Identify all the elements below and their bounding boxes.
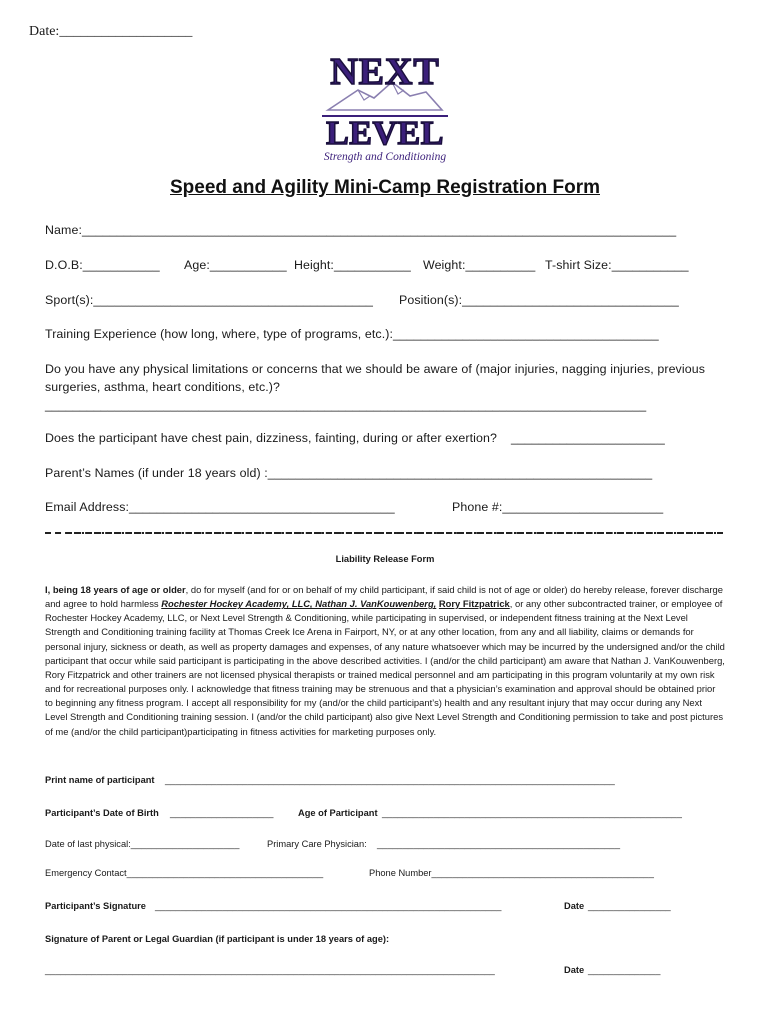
age-field[interactable]: Age:___________ — [184, 258, 287, 272]
participant-date-field[interactable]: ________________ — [588, 901, 671, 911]
participant-date-label: Date — [564, 901, 585, 911]
print-name-field[interactable]: _______________________________________________________________________________________ — [165, 775, 615, 785]
liability-heading: Liability Release Form — [335, 554, 435, 564]
logo-tagline: Strength and Conditioning — [323, 151, 447, 163]
logo-word-next: NEXT — [330, 52, 440, 93]
primary-care-field[interactable]: _______________________________________________ — [377, 839, 621, 849]
date-field[interactable]: Date:___________________ — [29, 24, 193, 39]
liability-person: Rory Fitzpatrick — [438, 598, 510, 610]
liability-text-3: , or any other subcontracted trainer, or employee of Rochester Hockey Academy, LLC, or Next Level Strength & Conditioning, while participating in supervised, or independent fitness training at the Next Level Strength and Conditioning training facility at Thomas Creek Ice Arena in Fairport, NY, or at any other location, from any and all liability, claims or demands for personal injury, sickness or death, as well as property damages and expenses, of any nature whatsoever which may be incurred by the undersigned and/or the child participant that occur while said participant is participating in the above described activities. I (and/or the child participant) am aware that Nathan J. VanKouwenberg, Rory Fitzpatrick and other trainers are not licensed physical therapists or trained medical personnel and am participating in this program voluntarily at my own risk and for recreational purposes only. I acknowledge that fitness training may be strenuous and that a physician’s examination and approval should be obtained prior to beginning any fitness program. I accept all responsibility for my (and/or the child participant’s) health and any resultant injury that may occur during any Next Level Strength and Conditioning training session. I (and/or the child participant) also give Next Level Strength and Conditioning permission to take and post pictures of me (and/or the child participant)participating in fitness activities for marketing purposes only. — [45, 598, 725, 737]
cut-line-dots — [66, 532, 716, 534]
height-field[interactable]: Height:___________ — [294, 258, 411, 272]
name-field[interactable]: Name:_____________________________________________________________________________________ — [45, 223, 677, 237]
participant-dob-label: Participant’s Date of Birth — [45, 808, 159, 818]
position-field[interactable]: Position(s):_______________________________ — [399, 293, 679, 307]
limitations-field[interactable]: ______________________________________________________________________________________ — [45, 398, 647, 412]
liability-text-1: , do for myself (and for or on behalf of my child participant, if said child is not of age or older) do hereby release, forever discharge and agree to hold harmless — [45, 584, 723, 610]
parents-names-field[interactable]: Parent’s Names (if under 18 years old) :_______________________________________________________ — [45, 466, 653, 480]
primary-care-label: Primary Care Physician: — [267, 839, 367, 849]
liability-paragraph — [45, 583, 725, 739]
email-field[interactable]: Email Address:______________________________________ — [45, 500, 395, 514]
tshirt-field[interactable]: T-shirt Size:___________ — [545, 258, 689, 272]
guardian-signature-label: Signature of Parent or Legal Guardian (if participant is under 18 years of age): — [45, 934, 390, 944]
phone-field[interactable]: Phone #:_______________________ — [452, 500, 664, 514]
liability-organization: Rochester Hockey Academy, LLC, Nathan J. VanKouwenberg, — [161, 598, 437, 610]
logo-word-level: LEVEL — [326, 115, 444, 152]
age-of-participant-field[interactable]: __________________________________________________________ — [382, 808, 682, 818]
sports-field[interactable]: Sport(s):________________________________________ — [45, 293, 374, 307]
limitations-question-line1: Do you have any physical limitations or concerns that we should be aware of (major injuries, nagging injuries, previous — [45, 362, 705, 376]
print-name-label: Print name of participant — [45, 775, 155, 785]
chest-pain-field[interactable]: ______________________ — [511, 431, 665, 445]
age-of-participant-label: Age of Participant — [298, 808, 378, 818]
chest-pain-question: Does the participant have chest pain, dizziness, fainting, during or after exertion? — [45, 431, 497, 445]
emergency-contact-field[interactable]: Emergency Contact______________________________________ — [45, 868, 324, 878]
participant-dob-field[interactable]: ____________________ — [170, 808, 274, 818]
guardian-date-label: Date — [564, 965, 585, 975]
next-level-logo — [314, 52, 456, 168]
last-physical-field[interactable]: Date of last physical:_____________________ — [45, 839, 240, 849]
guardian-date-field[interactable]: ______________ — [588, 965, 661, 975]
training-experience-field[interactable]: Training Experience (how long, where, type of programs, etc.):______________________________________ — [45, 327, 659, 341]
limitations-question-line2: surgeries, asthma, heart conditions, etc.)? — [45, 380, 281, 394]
dob-field[interactable]: D.O.B:___________ — [45, 258, 160, 272]
emergency-phone-field[interactable]: Phone Number___________________________________________ — [369, 868, 654, 878]
guardian-signature-field[interactable]: _______________________________________________________________________________________ — [45, 965, 495, 975]
liability-intro: I, being 18 years of age or older — [45, 584, 186, 595]
weight-field[interactable]: Weight:__________ — [423, 258, 536, 272]
participant-signature-field[interactable]: ___________________________________________________________________ — [155, 901, 502, 911]
form-title: Speed and Agility Mini-Camp Registration Form — [170, 177, 600, 198]
participant-signature-label: Participant’s Signature — [45, 901, 146, 911]
